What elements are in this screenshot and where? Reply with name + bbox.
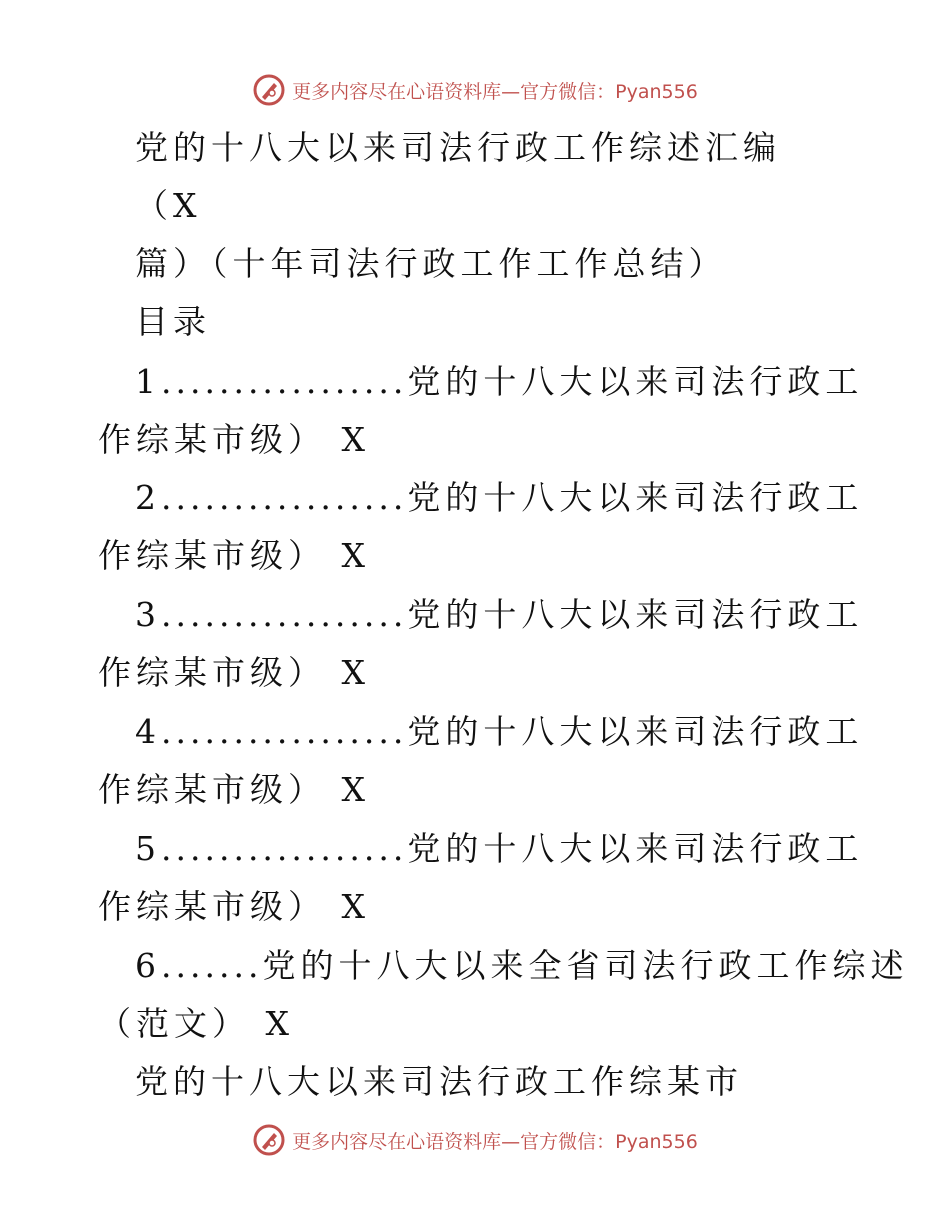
toc-entry-text: 党的十八大以来司法行政工 [407,829,864,868]
toc-entry-number: 4 [135,712,161,751]
watermark-footer [0,1120,950,1160]
toc-entry-text: 党的十八大以来司法行政工 [407,478,864,517]
toc-entry-number: 6 [135,946,161,985]
watermark-handle: Pyan556 [615,1130,698,1153]
toc-entry-5-cont: 作综某市级） X [98,887,370,926]
toc-heading: 目录 [135,302,211,341]
toc-entry-number: 5 [135,829,161,868]
toc-entry-dots: ................. [161,478,408,517]
toc-entry-number: 3 [135,595,161,634]
toc-entry-dots: ................. [161,712,408,751]
pen-logo-icon [252,73,286,107]
toc-entry-number: 2 [135,478,161,517]
toc-entry-4-cont: 作综某市级） X [98,770,370,809]
toc-entry-text: 党的十八大以来司法行政工 [407,362,864,401]
document-title-cont-1: （X [135,186,202,225]
toc-entry-text: 党的十八大以来全省司法行政工作综述 [262,946,909,985]
toc-entry-6[interactable] [135,944,908,988]
toc-entry-number: 1 [135,362,161,401]
document-title-cont-2: 篇）（十年司法行政工作工作总结） [135,244,727,283]
toc-entry-2[interactable] [135,476,863,520]
toc-entry-5[interactable] [135,827,863,871]
watermark-header [0,70,950,110]
toc-entry-1-cont: 作综某市级） X [98,420,370,459]
toc-entry-3[interactable] [135,593,863,637]
toc-entry-6-cont: （范文） X [98,1004,294,1043]
watermark-text: 更多内容尽在心语资料库—官方微信：Pyan556 [292,1130,698,1153]
watermark-text: 更多内容尽在心语资料库—官方微信：Pyan556 [292,80,698,103]
pen-logo-icon [252,1123,286,1157]
toc-entry-1[interactable] [135,360,863,404]
watermark-handle: Pyan556 [615,80,698,103]
section-heading: 党的十八大以来司法行政工作综某市 [135,1062,743,1101]
toc-entry-dots: ................. [161,829,408,868]
toc-entry-dots: ................. [161,595,408,634]
toc-entry-text: 党的十八大以来司法行政工 [407,712,864,751]
toc-entry-dots: ................. [161,362,408,401]
toc-entry-4[interactable] [135,710,863,754]
document-title: 党的十八大以来司法行政工作综述汇编 [135,128,781,167]
toc-entry-3-cont: 作综某市级） X [98,653,370,692]
toc-entry-text: 党的十八大以来司法行政工 [407,595,864,634]
toc-entry-2-cont: 作综某市级） X [98,536,370,575]
toc-entry-dots: ....... [161,946,263,985]
